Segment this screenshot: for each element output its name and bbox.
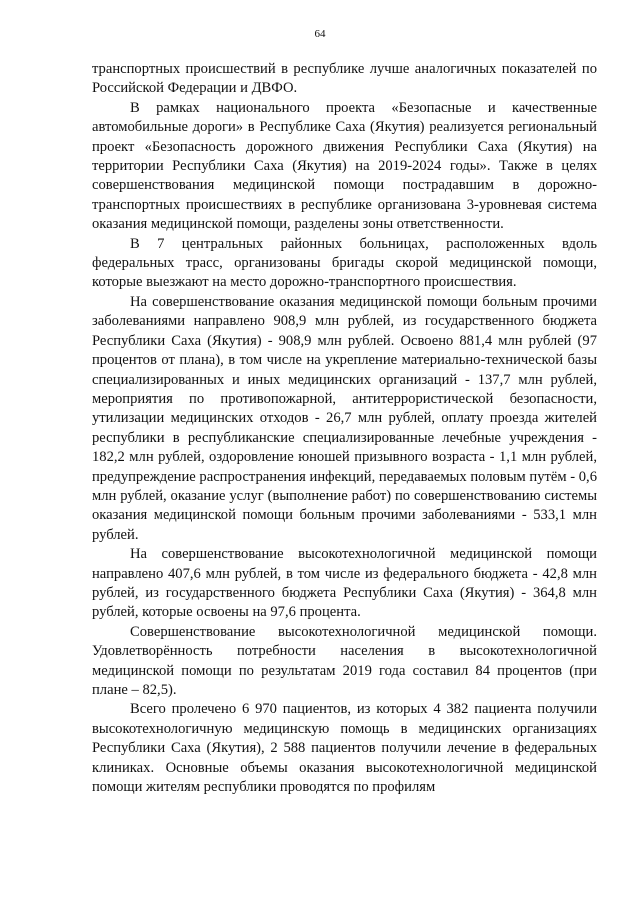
paragraph-other-diseases-funding: На совершенствование оказания медицинской помощи больным прочими заболеваниями направлено 908,9 млн рублей, из государственного бюджета Республики Саха (Якутия) - 908,9 млн рублей. Освоено 881,4 млн рублей (97 процентов от плана), в том числе на укрепление материально-технической базы специализированных и иных медицинских организаций - 137,7 млн рублей, мероприятия по противопожарной, антитеррористической безопасности, утилизации медицинских отходов - 26,7 млн рублей, оплату проезда жителей республики в республиканские специализированные лечебные учреждения - 182,2 млн рублей, оздоровление юношей призывного возраста - 1,1 млн рублей, предупреждение распространения инфекций, передаваемых половым путём - 0,6 млн рублей, оказание услуг (выполнение работ) по совершенствованию системы оказания медицинской помощи больным прочими заболеваниями - 533,1 млн рублей.	[92, 293, 597, 543]
page-number: 64	[314, 28, 326, 40]
paragraph-patients-treated: Всего пролечено 6 970 пациентов, из которых 4 382 пациента получили высокотехнологичную медицинскую помощь в медицинских организациях Республики Саха (Якутия), 2 588 пациентов получили лечение в федеральных клиниках. Основные объемы оказания высокотехнологичной медицинской помощи жителям республики проводятся по профилям	[92, 701, 597, 796]
paragraph-high-tech-satisfaction: Совершенствование высокотехнологичной медицинской помощи. Удовлетворённость потребности населения в высокотехнологичной медицинской помощи по результатам 2019 года составил 84 процентов (при плане – 82,5).	[92, 623, 597, 698]
document-body	[92, 60, 597, 797]
paragraph-continuation: транспортных происшествий в республике лучше аналогичных показателей по Российской Федерации и ДВФО.	[92, 61, 597, 97]
paragraph-high-tech-funding: На совершенствование высокотехнологичной медицинской помощи направлено 407,6 млн рублей, в том числе из федерального бюджета - 42,8 млн рублей, из государственного бюджета Республики Саха (Якутия) - 364,8 млн рублей, которые освоены на 97,6 процента.	[92, 546, 597, 621]
paragraph-national-project: В рамках национального проекта «Безопасные и качественные автомобильные дороги» в Республике Саха (Якутия) реализуется региональный проект «Безопасность дорожного движения Республики Саха (Якутия) на территории Республики Саха (Якутия) на 2019-2024 годы». Также в целях совершенствования медицинской помощи пострадавшим в дорожно-транспортных происшествиях в республике организована 3-уровневая система оказания медицинской помощи, разделены зоны ответственности.	[92, 99, 597, 233]
paragraph-ambulance-teams: В 7 центральных районных больницах, расположенных вдоль федеральных трасс, организованы бригады скорой медицинской помощи, которые выезжают на место дорожно-транспортного происшествия.	[92, 235, 597, 291]
